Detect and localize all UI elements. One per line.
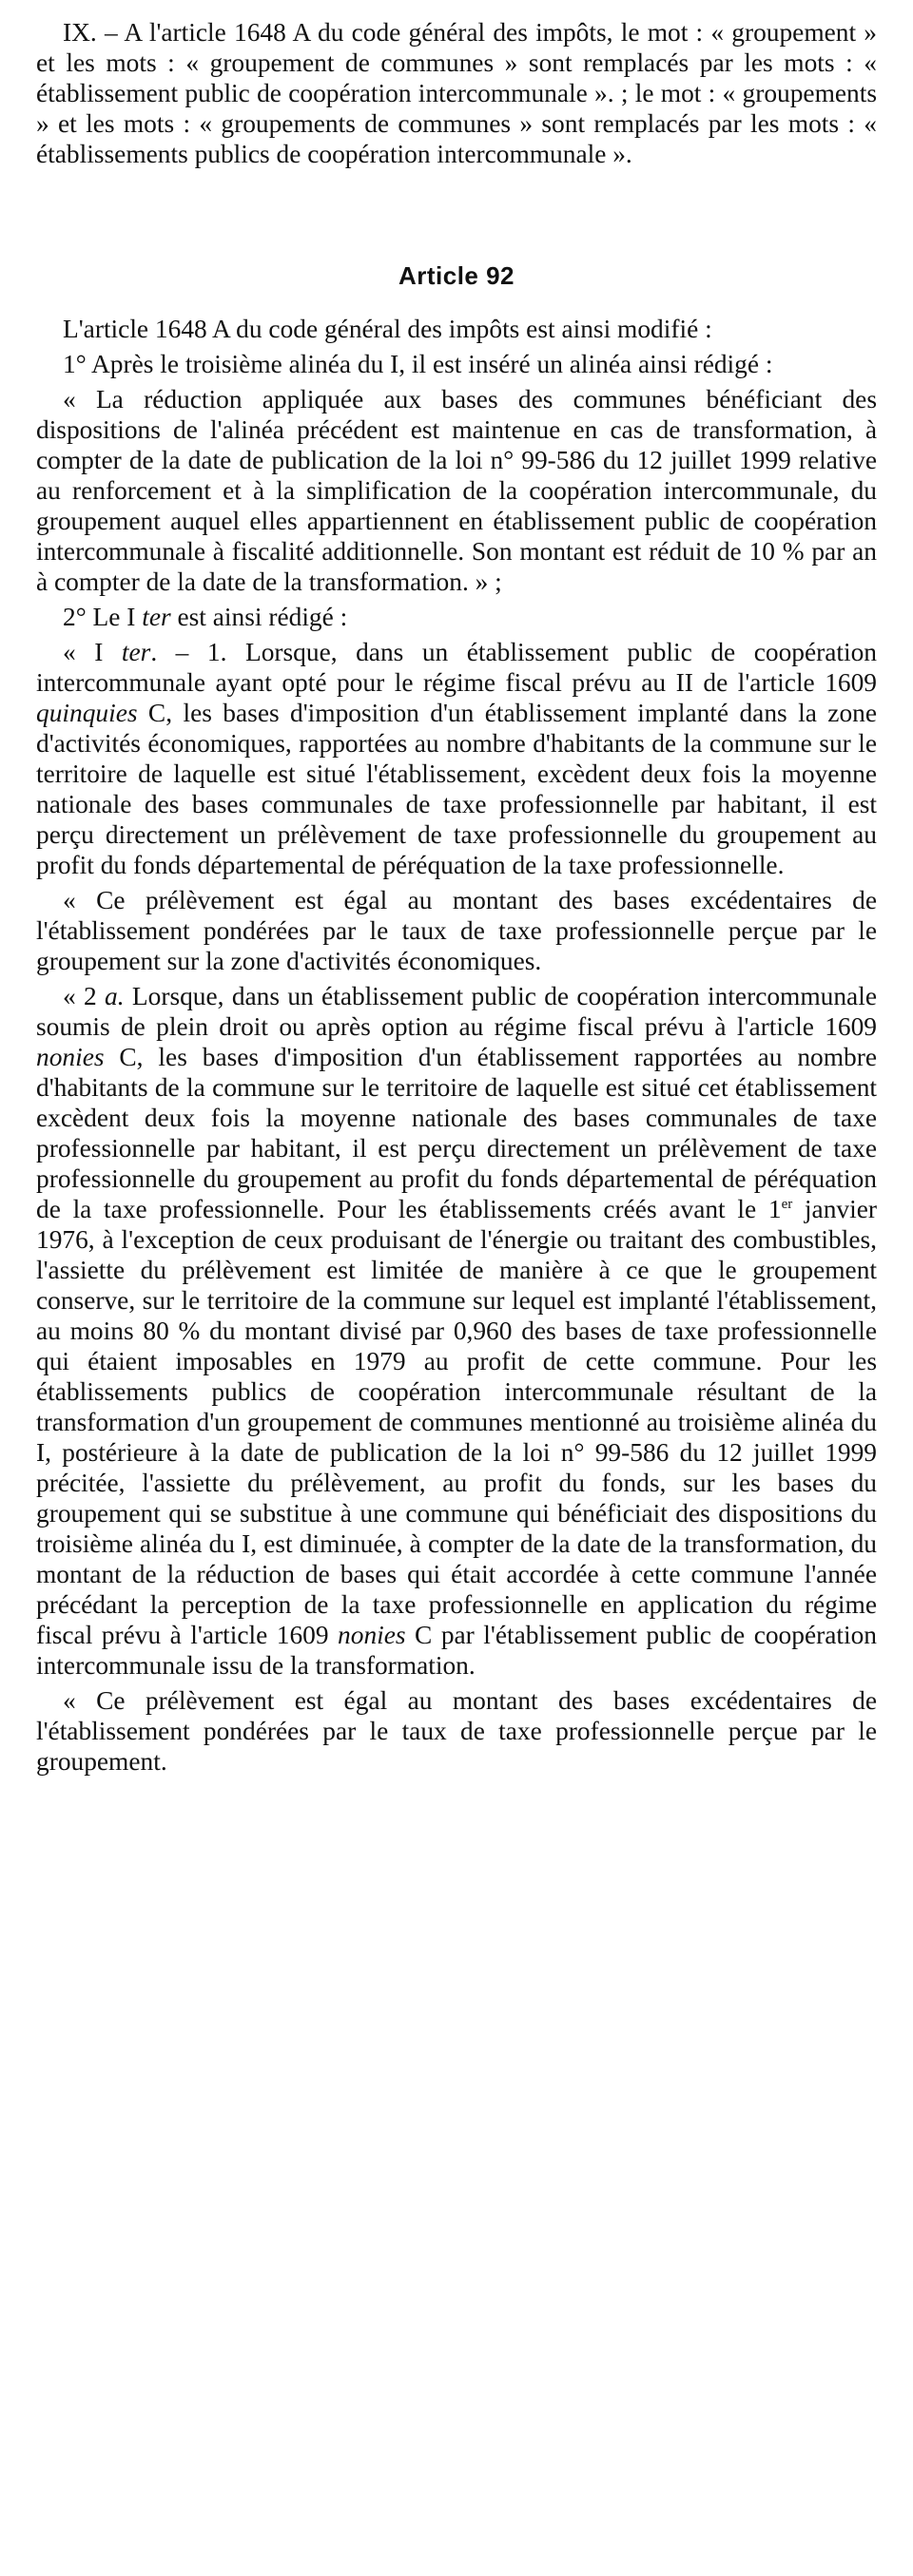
p2a-mid2: C, les bases d'imposition d'un établissement rapportées au nombre d'habitants de la commune sur le territoire de laquelle est situé cet établissement excèdent deux fois la moyenne nationale des bases communales de taxe professionnelle par habitant, il est perçu directement un prélèvement de taxe professionnelle du groupement au profit du fonds départemental de péréquation de la taxe professionnelle. Pour les établissements créés avant le 1 xyxy=(36,1043,877,1223)
p2a-transfo-nonies: nonies xyxy=(338,1621,406,1649)
iter-mid: . – 1. Lorsque, dans un établissement public de coopération intercommunale ayant opté pour le régime fiscal prévu au II de l'article 1609 xyxy=(36,638,878,697)
p2a-start: « 2 xyxy=(63,982,106,1010)
section-ix-paragraph: IX. – A l'article 1648 A du code général des impôts, le mot : « groupement » et les mots : « groupement de communes » sont remplacés par les mots : « établissement public de coopération intercommunale ». ; le mot : « groupements » et les mots : « groupements de communes » sont remplacés par les mots : « établissements publics de coopération intercommunale ». xyxy=(36,18,877,168)
iter-ter: ter xyxy=(121,638,151,666)
iter-quinquies: quinquies xyxy=(36,699,138,727)
iter-start: « I xyxy=(63,638,122,666)
article-intro: L'article 1648 A du code général des impôts est ainsi modifié : xyxy=(63,315,712,343)
paragraph-i-ter xyxy=(36,637,877,880)
item-2-num: 2° Le I xyxy=(63,603,143,631)
p2a-mid1: Lorsque, dans un établissement public de coopération intercommunale soumis de plein droit ou après option au régime fiscal prévu à l'article 1609 xyxy=(36,982,877,1041)
iter-end: C, les bases d'imposition d'un établissement implanté dans la zone d'activités économiques, rapportées au nombre d'habitants de la commune sur le territoire de laquelle est situé l'établissement, excèdent deux fois la moyenne nationale des bases communales de taxe professionnelle par habitant, il est perçu directement un prélèvement de taxe professionnelle du groupement au profit du fonds départemental de péréquation de la taxe professionnelle. xyxy=(36,699,877,879)
item-1-heading: 1° Après le troisième alinéa du I, il est inséré un alinéa ainsi rédigé : xyxy=(63,350,773,378)
p2a-transfo-end: C par l'établissement public de coopération intercommunale issu de la transformation. xyxy=(36,1621,877,1680)
p2a-sup: er xyxy=(781,1196,793,1212)
p2a-end: janvier 1976, à l'exception de ceux produisant de l'énergie ou traitant des combustibles, l'assiette du prélèvement est limitée de manière à ce que le groupement conserve, sur le territoire de la commune sur lequel est implanté l'établissement, au moins 80 % du montant divisé par 0,960 des bases de taxe professionnelle qui étaient imposables en 1979 au profit de cette commune. xyxy=(36,1195,877,1375)
item-1-quoted-text: « La réduction appliquée aux bases des communes bénéficiant des dispositions de l'alinéa précédent est maintenue en cas de transformation, à compter de la date de publication de la loi n° 99-586 du 12 juillet 1999 relative au renforcement et à la simplification de la coopération intercommunale, du groupement auquel elles appartiennent en établissement public de coopération intercommunale à fiscalité additionnelle. Son montant est réduit de 10 % par an à compter de la date de la transformation. » ; xyxy=(36,385,877,596)
p2a-a: a. xyxy=(105,982,125,1010)
item-2-ter: ter xyxy=(142,603,171,631)
p2a-transfo-start: Pour les établissements publics de coopération intercommunale résultant de la transformation d'un groupement de communes mentionné au troisième alinéa du I, postérieure à la date de publication de la loi n° 99-586 du 12 juillet 1999 précitée, l'assiette du prélèvement, au profit du fonds, sur les bases du groupement qui se substitue à une commune qui bénéficiait des dispositions du troisième alinéa du I, est diminuée, à compter de la date de la transformation, du montant de la réduction de bases qui était accordée à cette commune l'année précédant la perception de la taxe professionnelle en application du régime fiscal prévu à l'article 1609 xyxy=(36,1347,877,1649)
paragraph-2a xyxy=(36,981,877,1681)
p2a-nonies: nonies xyxy=(36,1043,105,1071)
paragraph-prelevement-1: « Ce prélèvement est égal au montant des bases excédentaires de l'établissement pondérées par le taux de taxe professionnelle perçue par le groupement sur la zone d'activités économiques. xyxy=(36,886,877,975)
document-page xyxy=(36,17,877,1781)
article-title: Article 92 xyxy=(398,261,515,290)
item-2-heading xyxy=(36,602,877,632)
item-2-rest: est ainsi rédigé : xyxy=(170,603,348,631)
paragraph-prelevement-2: « Ce prélèvement est égal au montant des bases excédentaires de l'établissement pondérées par le taux de taxe professionnelle perçue par le groupement. xyxy=(36,1686,877,1776)
